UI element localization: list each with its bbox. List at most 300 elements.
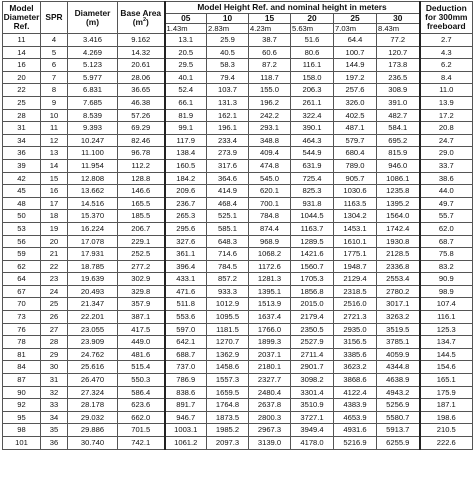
cell-volume-20: 51.6 <box>291 34 334 47</box>
cell-volume-30: 391.0 <box>377 96 420 109</box>
cell-volume-25: 3623.2 <box>334 361 377 374</box>
cell-volume-15: 1395.1 <box>249 285 291 298</box>
table-row <box>3 361 473 374</box>
cell-volume-15: 2180.1 <box>249 361 291 374</box>
cell-diameter: 22.201 <box>68 311 118 324</box>
cell-volume-05: 138.4 <box>165 147 207 160</box>
cell-base-area: 96.78 <box>118 147 165 160</box>
cell-volume-15: 968.9 <box>249 235 291 248</box>
cell-volume-30: 946.0 <box>377 159 420 172</box>
cell-volume-30: 1742.4 <box>377 222 420 235</box>
cell-volume-25: 4122.4 <box>334 386 377 399</box>
cell-volume-15: 196.2 <box>249 96 291 109</box>
cell-deduction: 198.6 <box>420 411 473 424</box>
cell-volume-15: 155.0 <box>249 84 291 97</box>
cell-spr: 19 <box>41 222 68 235</box>
cell-base-area: 449.0 <box>118 336 165 349</box>
cell-spr: 5 <box>41 46 68 59</box>
cell-spr: 4 <box>41 34 68 47</box>
table-row <box>3 147 473 160</box>
cell-spr: 22 <box>41 260 68 273</box>
cell-model-diameter-ref: 70 <box>3 298 41 311</box>
cell-volume-30: 4638.9 <box>377 374 420 387</box>
cell-volume-25: 1775.1 <box>334 248 377 261</box>
cell-deduction: 222.6 <box>420 437 473 450</box>
cell-diameter: 7.685 <box>68 96 118 109</box>
cell-spr: 21 <box>41 248 68 261</box>
cell-diameter: 28.178 <box>68 399 118 412</box>
cell-volume-25: 100.7 <box>334 46 377 59</box>
cell-diameter: 19.639 <box>68 273 118 286</box>
cell-volume-05: 20.5 <box>165 46 207 59</box>
cell-volume-05: 209.6 <box>165 185 207 198</box>
cell-base-area: 14.32 <box>118 46 165 59</box>
cell-spr: 17 <box>41 197 68 210</box>
cell-volume-20: 4178.0 <box>291 437 334 450</box>
cell-base-area: 586.4 <box>118 386 165 399</box>
cell-deduction: 2.7 <box>420 34 473 47</box>
cell-volume-15: 1281.3 <box>249 273 291 286</box>
cell-volume-25: 1610.1 <box>334 235 377 248</box>
cell-volume-30: 1235.8 <box>377 185 420 198</box>
cell-spr: 11 <box>41 122 68 135</box>
cell-volume-20: 322.4 <box>291 109 334 122</box>
cell-volume-10: 25.9 <box>207 34 249 47</box>
cell-volume-15: 242.2 <box>249 109 291 122</box>
cell-volume-05: 1003.1 <box>165 424 207 437</box>
cell-deduction: 20.8 <box>420 122 473 135</box>
cell-spr: 12 <box>41 134 68 147</box>
table-row <box>3 411 473 424</box>
cell-volume-30: 2553.4 <box>377 273 420 286</box>
cell-spr: 14 <box>41 159 68 172</box>
col-header-spr: SPR <box>41 2 68 34</box>
col-header-nominal-height: 5.63m <box>291 24 334 34</box>
cell-spr: 35 <box>41 424 68 437</box>
cell-volume-25: 1304.2 <box>334 210 377 223</box>
cell-model-diameter-ref: 78 <box>3 336 41 349</box>
cell-volume-20: 158.0 <box>291 71 334 84</box>
cell-spr: 32 <box>41 386 68 399</box>
table-header <box>3 2 473 34</box>
cell-volume-30: 308.9 <box>377 84 420 97</box>
cell-base-area: 277.2 <box>118 260 165 273</box>
col-header-height-ref: 30 <box>377 14 420 24</box>
table-row <box>3 71 473 84</box>
cell-deduction: 165.1 <box>420 374 473 387</box>
cell-volume-05: 737.0 <box>165 361 207 374</box>
cell-spr: 9 <box>41 96 68 109</box>
cell-model-diameter-ref: 73 <box>3 311 41 324</box>
cell-diameter: 27.324 <box>68 386 118 399</box>
cell-volume-20: 261.1 <box>291 96 334 109</box>
cell-volume-15: 87.2 <box>249 59 291 72</box>
cell-volume-15: 2480.4 <box>249 386 291 399</box>
cell-volume-25: 4383.9 <box>334 399 377 412</box>
cell-base-area: 662.0 <box>118 411 165 424</box>
cell-volume-15: 1513.9 <box>249 298 291 311</box>
cell-diameter: 21.347 <box>68 298 118 311</box>
cell-volume-05: 236.7 <box>165 197 207 210</box>
cell-volume-20: 3301.4 <box>291 386 334 399</box>
cell-volume-05: 160.5 <box>165 159 207 172</box>
cell-deduction: 187.1 <box>420 399 473 412</box>
table-row <box>3 437 473 450</box>
cell-volume-25: 257.6 <box>334 84 377 97</box>
table-row <box>3 197 473 210</box>
cell-base-area: 9.162 <box>118 34 165 47</box>
cell-model-diameter-ref: 98 <box>3 424 41 437</box>
table-row <box>3 323 473 336</box>
cell-volume-10: 364.6 <box>207 172 249 185</box>
cell-volume-30: 815.9 <box>377 147 420 160</box>
cell-diameter: 23.055 <box>68 323 118 336</box>
table-row <box>3 336 473 349</box>
table-row <box>3 159 473 172</box>
cell-spr: 31 <box>41 374 68 387</box>
cell-deduction: 134.7 <box>420 336 473 349</box>
cell-deduction: 154.6 <box>420 361 473 374</box>
cell-base-area: 165.5 <box>118 197 165 210</box>
table-row <box>3 399 473 412</box>
cell-model-diameter-ref: 31 <box>3 122 41 135</box>
cell-volume-20: 80.6 <box>291 46 334 59</box>
cell-spr: 6 <box>41 59 68 72</box>
cell-model-diameter-ref: 11 <box>3 34 41 47</box>
cell-deduction: 8.4 <box>420 71 473 84</box>
cell-volume-20: 3949.4 <box>291 424 334 437</box>
table-row <box>3 59 473 72</box>
cell-volume-30: 5913.7 <box>377 424 420 437</box>
cell-volume-20: 3510.9 <box>291 399 334 412</box>
cell-volume-15: 409.4 <box>249 147 291 160</box>
cell-diameter: 3.416 <box>68 34 118 47</box>
cell-volume-30: 3519.5 <box>377 323 420 336</box>
cell-base-area: 146.6 <box>118 185 165 198</box>
cell-deduction: 116.1 <box>420 311 473 324</box>
cell-diameter: 5.977 <box>68 71 118 84</box>
cell-model-diameter-ref: 76 <box>3 323 41 336</box>
cell-spr: 18 <box>41 210 68 223</box>
cell-volume-25: 2129.4 <box>334 273 377 286</box>
cell-volume-05: 688.7 <box>165 348 207 361</box>
cell-diameter: 17.078 <box>68 235 118 248</box>
cell-volume-10: 468.4 <box>207 197 249 210</box>
cell-deduction: 175.9 <box>420 386 473 399</box>
cell-volume-20: 1705.3 <box>291 273 334 286</box>
cell-volume-15: 874.4 <box>249 222 291 235</box>
cell-spr: 33 <box>41 399 68 412</box>
cell-volume-10: 196.1 <box>207 122 249 135</box>
cell-volume-05: 361.1 <box>165 248 207 261</box>
cell-base-area: 742.1 <box>118 437 165 450</box>
cell-diameter: 4.269 <box>68 46 118 59</box>
cell-spr: 25 <box>41 298 68 311</box>
cell-volume-20: 1856.8 <box>291 285 334 298</box>
cell-base-area: 252.5 <box>118 248 165 261</box>
cell-volume-10: 79.4 <box>207 71 249 84</box>
cell-deduction: 6.2 <box>420 59 473 72</box>
cell-deduction: 125.3 <box>420 323 473 336</box>
cell-volume-05: 52.4 <box>165 84 207 97</box>
cell-deduction: 44.0 <box>420 185 473 198</box>
cell-volume-25: 326.0 <box>334 96 377 109</box>
table-row <box>3 34 473 47</box>
cell-volume-15: 348.8 <box>249 134 291 147</box>
cell-volume-10: 103.7 <box>207 84 249 97</box>
cell-spr: 30 <box>41 361 68 374</box>
cell-volume-10: 1012.9 <box>207 298 249 311</box>
cell-volume-20: 390.1 <box>291 122 334 135</box>
cell-volume-10: 1095.5 <box>207 311 249 324</box>
cell-volume-15: 1172.6 <box>249 260 291 273</box>
cell-diameter: 29.886 <box>68 424 118 437</box>
cell-volume-30: 1930.8 <box>377 235 420 248</box>
cell-volume-15: 2037.1 <box>249 348 291 361</box>
cell-volume-25: 402.5 <box>334 109 377 122</box>
cell-base-area: 112.2 <box>118 159 165 172</box>
table-row <box>3 185 473 198</box>
cell-diameter: 16.224 <box>68 222 118 235</box>
cell-base-area: 128.8 <box>118 172 165 185</box>
base-area-unit-close: ) <box>146 16 149 27</box>
cell-volume-15: 700.1 <box>249 197 291 210</box>
cell-volume-20: 2901.7 <box>291 361 334 374</box>
cell-model-diameter-ref: 36 <box>3 147 41 160</box>
col-header-diameter <box>68 2 118 34</box>
cell-model-diameter-ref: 45 <box>3 185 41 198</box>
cell-volume-20: 2179.4 <box>291 311 334 324</box>
cell-volume-30: 584.1 <box>377 122 420 135</box>
cell-volume-30: 236.5 <box>377 71 420 84</box>
cell-deduction: 90.9 <box>420 273 473 286</box>
cell-volume-30: 5256.9 <box>377 399 420 412</box>
cell-volume-10: 1362.9 <box>207 348 249 361</box>
cell-volume-25: 2318.5 <box>334 285 377 298</box>
cell-volume-05: 433.1 <box>165 273 207 286</box>
cell-volume-05: 327.6 <box>165 235 207 248</box>
cell-volume-15: 293.1 <box>249 122 291 135</box>
cell-volume-20: 116.1 <box>291 59 334 72</box>
diameter-unit: (m) <box>85 16 100 27</box>
table-row <box>3 172 473 185</box>
col-group-header-model-height: Model Height Ref. and nominal height in meters <box>165 2 420 14</box>
cell-volume-15: 784.8 <box>249 210 291 223</box>
cell-model-diameter-ref: 95 <box>3 411 41 424</box>
cell-model-diameter-ref: 101 <box>3 437 41 450</box>
cell-model-diameter-ref: 48 <box>3 197 41 210</box>
cell-diameter: 17.931 <box>68 248 118 261</box>
cell-volume-10: 525.1 <box>207 210 249 223</box>
cell-volume-25: 197.2 <box>334 71 377 84</box>
cell-volume-15: 1766.0 <box>249 323 291 336</box>
cell-volume-25: 579.7 <box>334 134 377 147</box>
cell-volume-10: 1985.2 <box>207 424 249 437</box>
cell-model-diameter-ref: 90 <box>3 386 41 399</box>
cell-deduction: 38.6 <box>420 172 473 185</box>
table-row <box>3 386 473 399</box>
cell-volume-20: 544.9 <box>291 147 334 160</box>
cell-volume-10: 1659.5 <box>207 386 249 399</box>
table-row <box>3 134 473 147</box>
cell-deduction: 144.5 <box>420 348 473 361</box>
cell-volume-15: 2637.8 <box>249 399 291 412</box>
cell-diameter: 30.740 <box>68 437 118 450</box>
cell-spr: 28 <box>41 336 68 349</box>
cell-volume-25: 2721.3 <box>334 311 377 324</box>
cell-volume-05: 946.7 <box>165 411 207 424</box>
cell-volume-15: 2327.7 <box>249 374 291 387</box>
cell-volume-30: 2780.2 <box>377 285 420 298</box>
cell-deduction: 24.7 <box>420 134 473 147</box>
cell-volume-30: 1564.0 <box>377 210 420 223</box>
cell-deduction: 68.7 <box>420 235 473 248</box>
cell-volume-15: 1068.2 <box>249 248 291 261</box>
cell-diameter: 11.954 <box>68 159 118 172</box>
col-header-nominal-height: 2.83m <box>207 24 249 34</box>
table-row <box>3 109 473 122</box>
cell-model-diameter-ref: 59 <box>3 248 41 261</box>
col-header-height-ref: 25 <box>334 14 377 24</box>
cell-model-diameter-ref: 39 <box>3 159 41 172</box>
cell-spr: 36 <box>41 437 68 450</box>
cell-volume-05: 117.9 <box>165 134 207 147</box>
cell-base-area: 329.8 <box>118 285 165 298</box>
cell-volume-10: 131.3 <box>207 96 249 109</box>
cell-volume-10: 2097.3 <box>207 437 249 450</box>
table-row <box>3 222 473 235</box>
cell-model-diameter-ref: 87 <box>3 374 41 387</box>
cell-base-area: 20.61 <box>118 59 165 72</box>
cell-volume-05: 13.1 <box>165 34 207 47</box>
cell-diameter: 5.123 <box>68 59 118 72</box>
cell-model-diameter-ref: 64 <box>3 273 41 286</box>
cell-diameter: 20.493 <box>68 285 118 298</box>
cell-volume-05: 265.3 <box>165 210 207 223</box>
cell-deduction: 29.0 <box>420 147 473 160</box>
table-row <box>3 46 473 59</box>
cell-volume-05: 99.1 <box>165 122 207 135</box>
base-area-unit-superscript: 2 <box>142 16 146 23</box>
cell-volume-10: 1181.5 <box>207 323 249 336</box>
cell-volume-30: 2128.5 <box>377 248 420 261</box>
cell-diameter: 24.762 <box>68 348 118 361</box>
cell-volume-25: 487.1 <box>334 122 377 135</box>
cell-volume-25: 1948.7 <box>334 260 377 273</box>
cell-volume-30: 5580.7 <box>377 411 420 424</box>
cell-volume-20: 725.4 <box>291 172 334 185</box>
cell-volume-30: 6255.9 <box>377 437 420 450</box>
cell-volume-20: 1421.6 <box>291 248 334 261</box>
col-header-deduction: Deduction for 300mm freeboard <box>420 2 473 34</box>
cell-diameter: 18.785 <box>68 260 118 273</box>
cell-volume-05: 396.4 <box>165 260 207 273</box>
table-row <box>3 273 473 286</box>
cell-diameter: 12.808 <box>68 172 118 185</box>
table-row <box>3 285 473 298</box>
cell-model-diameter-ref: 22 <box>3 84 41 97</box>
cell-volume-30: 1395.2 <box>377 197 420 210</box>
cell-volume-20: 825.3 <box>291 185 334 198</box>
cell-model-diameter-ref: 84 <box>3 361 41 374</box>
cell-volume-10: 162.1 <box>207 109 249 122</box>
table-row <box>3 96 473 109</box>
cell-spr: 24 <box>41 285 68 298</box>
cell-volume-30: 4344.8 <box>377 361 420 374</box>
cell-base-area: 46.38 <box>118 96 165 109</box>
cell-volume-25: 1030.6 <box>334 185 377 198</box>
cell-volume-20: 1289.5 <box>291 235 334 248</box>
cell-volume-10: 58.3 <box>207 59 249 72</box>
table-row <box>3 210 473 223</box>
cell-volume-25: 1163.5 <box>334 197 377 210</box>
cell-deduction: 98.9 <box>420 285 473 298</box>
table-body <box>3 34 473 450</box>
diameter-label: Diameter <box>74 7 111 18</box>
cell-volume-25: 905.7 <box>334 172 377 185</box>
cell-volume-15: 2800.3 <box>249 411 291 424</box>
table-row <box>3 348 473 361</box>
cell-volume-20: 2527.9 <box>291 336 334 349</box>
cell-deduction: 33.7 <box>420 159 473 172</box>
cell-model-diameter-ref: 20 <box>3 71 41 84</box>
cell-volume-20: 464.3 <box>291 134 334 147</box>
table-row <box>3 122 473 135</box>
cell-deduction: 4.3 <box>420 46 473 59</box>
cell-volume-25: 3385.6 <box>334 348 377 361</box>
cell-base-area: 550.3 <box>118 374 165 387</box>
cell-volume-25: 64.4 <box>334 34 377 47</box>
cell-volume-15: 3139.0 <box>249 437 291 450</box>
cell-volume-05: 511.8 <box>165 298 207 311</box>
cell-deduction: 49.7 <box>420 197 473 210</box>
tank-capacity-table <box>2 1 473 450</box>
cell-volume-15: 1899.3 <box>249 336 291 349</box>
table-row <box>3 424 473 437</box>
cell-diameter: 10.247 <box>68 134 118 147</box>
cell-volume-05: 471.6 <box>165 285 207 298</box>
col-header-height-ref: 20 <box>291 14 334 24</box>
cell-spr: 29 <box>41 348 68 361</box>
cell-volume-15: 38.7 <box>249 34 291 47</box>
cell-volume-25: 680.4 <box>334 147 377 160</box>
cell-volume-05: 838.6 <box>165 386 207 399</box>
cell-volume-10: 784.5 <box>207 260 249 273</box>
cell-base-area: 357.9 <box>118 298 165 311</box>
cell-volume-15: 2967.3 <box>249 424 291 437</box>
cell-deduction: 83.2 <box>420 260 473 273</box>
cell-model-diameter-ref: 53 <box>3 222 41 235</box>
cell-base-area: 69.29 <box>118 122 165 135</box>
table-row <box>3 311 473 324</box>
cell-deduction: 55.7 <box>420 210 473 223</box>
base-area-unit: (m <box>132 16 143 27</box>
cell-deduction: 75.8 <box>420 248 473 261</box>
cell-volume-20: 2015.0 <box>291 298 334 311</box>
cell-volume-05: 597.0 <box>165 323 207 336</box>
cell-base-area: 206.7 <box>118 222 165 235</box>
cell-volume-30: 3263.2 <box>377 311 420 324</box>
cell-diameter: 15.370 <box>68 210 118 223</box>
cell-model-diameter-ref: 42 <box>3 172 41 185</box>
cell-diameter: 8.539 <box>68 109 118 122</box>
cell-volume-15: 118.7 <box>249 71 291 84</box>
cell-model-diameter-ref: 62 <box>3 260 41 273</box>
cell-deduction: 13.9 <box>420 96 473 109</box>
cell-volume-10: 1557.3 <box>207 374 249 387</box>
cell-spr: 13 <box>41 147 68 160</box>
cell-volume-25: 5216.9 <box>334 437 377 450</box>
